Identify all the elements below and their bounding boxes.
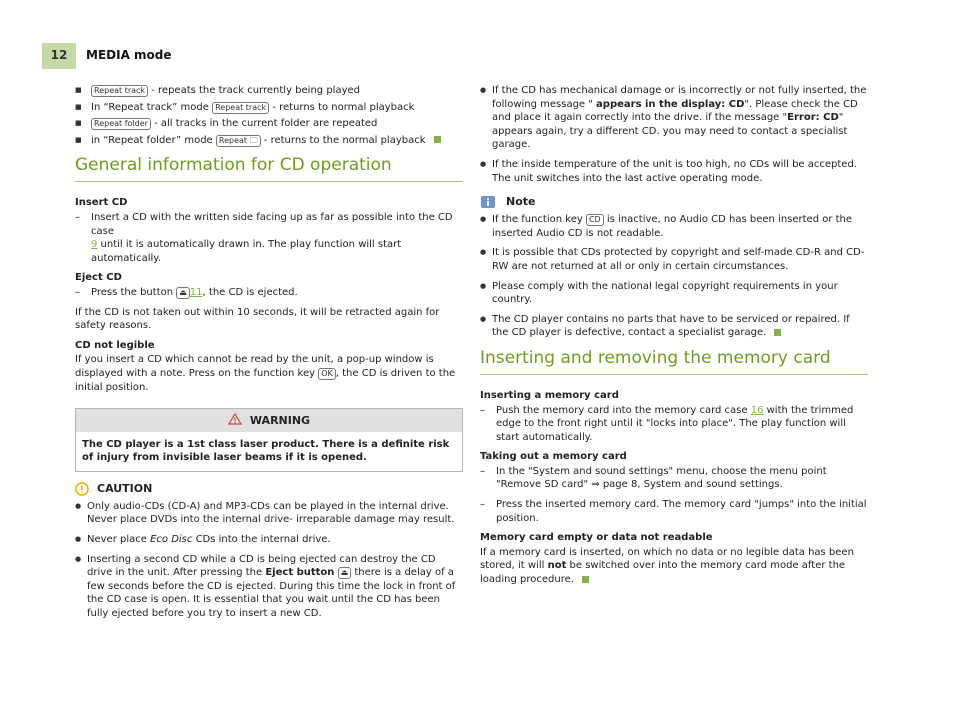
- list-item: – In the "System and sound settings" menu, choose the menu point "Remove SD card" ⇒ page 8, System and sound settings.: [480, 465, 868, 492]
- list-item: ● The CD player contains no parts that have to be serviced or repaired. If the CD player is defective, contact a specialist garage.: [480, 313, 868, 340]
- repeat-folder-key: Repeat folder: [91, 118, 151, 130]
- ref-number: 9: [91, 239, 98, 251]
- list-item: – Push the memory card into the memory card case 16 with the trimmed edge to the front right until it "locks into place". The play function will start automatically.: [480, 404, 868, 445]
- caution-title: CAUTION: [97, 482, 153, 496]
- list-item: ■ In “Repeat track” mode Repeat track - returns to normal playback: [75, 101, 463, 115]
- list-item: ■ Repeat track - repeats the track currently being played: [75, 84, 463, 98]
- page-number: 12: [42, 43, 76, 69]
- page-header: [42, 43, 172, 69]
- section-end-marker: [582, 576, 589, 583]
- ok-key: OK: [318, 368, 336, 380]
- list-item: – Press the button ⏏ 11, the CD is ejected.: [75, 286, 463, 300]
- page-title: MEDIA mode: [86, 48, 172, 63]
- list-item: ● Inserting a second CD while a CD is being ejected can destroy the CD drive in the unit. After pressing the Eject button ⏏ there is a delay of a few seconds before the CD is ejected. During this time the lock in front of the CD case is open. It is essential that you wait until the CD has been fully ejected before you try to insert a new CD.: [75, 553, 463, 621]
- info-icon: [480, 195, 496, 209]
- warning-text: The CD player is a 1st class laser product. There is a definite risk of injury from invisible laser beams if it is opened.: [82, 438, 450, 464]
- section-end-marker: [434, 136, 441, 143]
- list-item: – Press the inserted memory card. The memory card "jumps" into the initial position.: [480, 498, 868, 525]
- ref-number: 11: [189, 286, 203, 298]
- left-column: [75, 84, 463, 627]
- section-title: Inserting and removing the memory card: [480, 348, 868, 375]
- list-item: ● If the CD has mechanical damage or is incorrectly or not fully inserted, the following message " appears in the display: CD". Please check the CD and place it again correctly into the drive. if the message "Error: CD" appears again, try a different CD. you may need to contact a specialist garage.: [480, 84, 868, 152]
- eject-icon: ⏏: [176, 287, 190, 299]
- caution-header: [75, 482, 463, 496]
- subheading: Taking out a memory card: [480, 451, 627, 463]
- warning-box: [75, 408, 463, 472]
- list-item: ■ Repeat folder - all tracks in the current folder are repeated: [75, 117, 463, 131]
- cd-key: CD: [586, 214, 604, 226]
- repeat-track-key: Repeat track: [212, 102, 269, 114]
- paragraph: If you insert a CD which cannot be read by the unit, a pop-up window is displayed with a note. Press on the function key OK , the CD is driven to the initial position.: [75, 354, 456, 393]
- subheading: CD not legible: [75, 339, 155, 351]
- list-item: ● Please comply with the national legal copyright requirements in your country.: [480, 280, 868, 307]
- warning-header: [76, 409, 462, 432]
- warning-title: WARNING: [249, 414, 311, 428]
- subheading: Eject CD: [75, 272, 122, 284]
- caution-icon: [75, 482, 89, 496]
- paragraph: If a memory card is inserted, on which no data or no legible data has been stored, it will not be switched over into the memory card mode after the loading procedure.: [480, 546, 854, 586]
- subheading: Insert CD: [75, 197, 128, 209]
- list-item: ● Only audio-CDs (CD-A) and MP3-CDs can be played in the internal drive. Never place DVDs into the internal drive- irreparable damage may result.: [75, 500, 463, 527]
- list-item: ● If the inside temperature of the unit is too high, no CDs will be accepted. The unit switches into the last active operating mode.: [480, 158, 868, 185]
- section-title: General information for CD operation: [75, 155, 463, 182]
- repeat-track-key: Repeat track: [91, 85, 148, 97]
- list-item: – Insert a CD with the written side facing up as far as possible into the CD case 9 until it is automatically drawn in. The play function will start automatically.: [75, 211, 463, 265]
- right-column: [480, 84, 868, 593]
- list-item: ● Never place Eco Disc CDs into the internal drive.: [75, 533, 463, 547]
- section-end-marker: [774, 329, 781, 336]
- repeat-folder-key: Repeat 🗀: [216, 135, 261, 147]
- ref-number: 16: [750, 404, 764, 416]
- list-item: ■ in “Repeat folder” mode Repeat 🗀 - returns to the normal playback: [75, 134, 463, 148]
- warning-triangle-icon: [228, 413, 242, 425]
- list-item: ● If the function key CD is inactive, no Audio CD has been inserted or the inserted Audio CD is not readable.: [480, 213, 868, 240]
- paragraph: If the CD is not taken out within 10 seconds, it will be retracted again for safety reasons.: [75, 306, 440, 332]
- list-item: ● It is possible that CDs protected by copyright and self-made CD-R and CD-RW are not returned at all or only in certain circumstances.: [480, 246, 868, 273]
- note-header: [480, 195, 868, 209]
- eject-icon: ⏏: [338, 567, 352, 579]
- subheading: Memory card empty or data not readable: [480, 532, 713, 544]
- subheading: Inserting a memory card: [480, 389, 619, 401]
- note-title: Note: [506, 195, 536, 209]
